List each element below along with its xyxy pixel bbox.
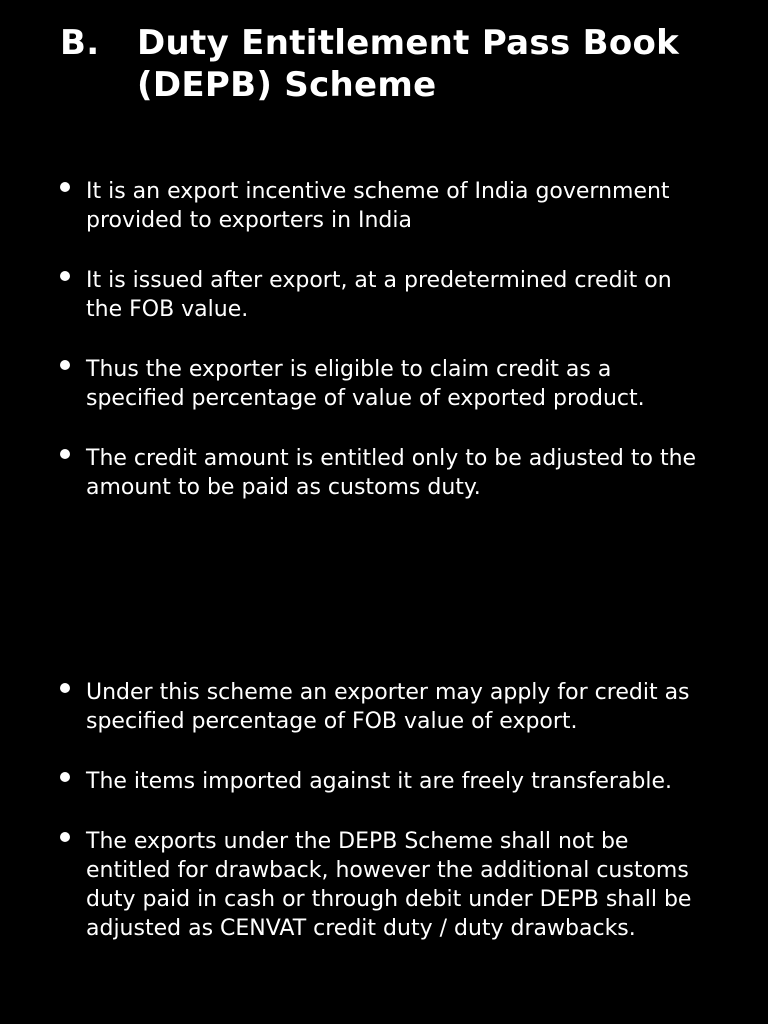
bullet-text: Thus the exporter is eligible to claim credit as a specified percentage of value of exported product.: [86, 357, 645, 411]
bullet-dot-icon: [60, 360, 70, 370]
title-line-2: (DEPB) Scheme: [137, 65, 437, 105]
bullet-text: The items imported against it are freely transferable.: [86, 769, 673, 794]
bullet-dot-icon: [60, 182, 70, 192]
title-section-letter: B.: [60, 23, 100, 63]
bullet-item: [0, 355, 706, 413]
bullet-dot-icon: [60, 449, 70, 459]
bullet-text: The credit amount is entitled only to be adjusted to the amount to be paid as customs duty.: [86, 446, 697, 500]
bullet-item: [0, 444, 706, 502]
bullet-item: [0, 678, 706, 736]
bullet-dot-icon: [60, 832, 70, 842]
bullet-item: [0, 177, 706, 235]
bullet-list-top: [0, 177, 768, 533]
bullet-dot-icon: [60, 683, 70, 693]
bullet-text: It is an export incentive scheme of India government provided to exporters in India: [86, 179, 670, 233]
bullet-text: It is issued after export, at a predetermined credit on the FOB value.: [86, 268, 672, 322]
bullet-dot-icon: [60, 271, 70, 281]
bullet-item: [0, 827, 706, 943]
title-text: [137, 22, 760, 106]
bullet-text: Under this scheme an exporter may apply for credit as specified percentage of FOB value of export.: [86, 680, 690, 734]
slide-title: [60, 22, 760, 106]
bullet-item: [0, 767, 706, 796]
bullet-text: The exports under the DEPB Scheme shall not be entitled for drawback, however the additional customs duty paid in cash or through debit under DEPB shall be adjusted as CENVAT credit duty / duty drawbacks.: [86, 829, 692, 941]
bullet-list-bottom: [0, 678, 768, 974]
bullet-item: [0, 266, 706, 324]
bullet-dot-icon: [60, 772, 70, 782]
title-line-1: Duty Entitlement Pass Book: [137, 23, 680, 63]
